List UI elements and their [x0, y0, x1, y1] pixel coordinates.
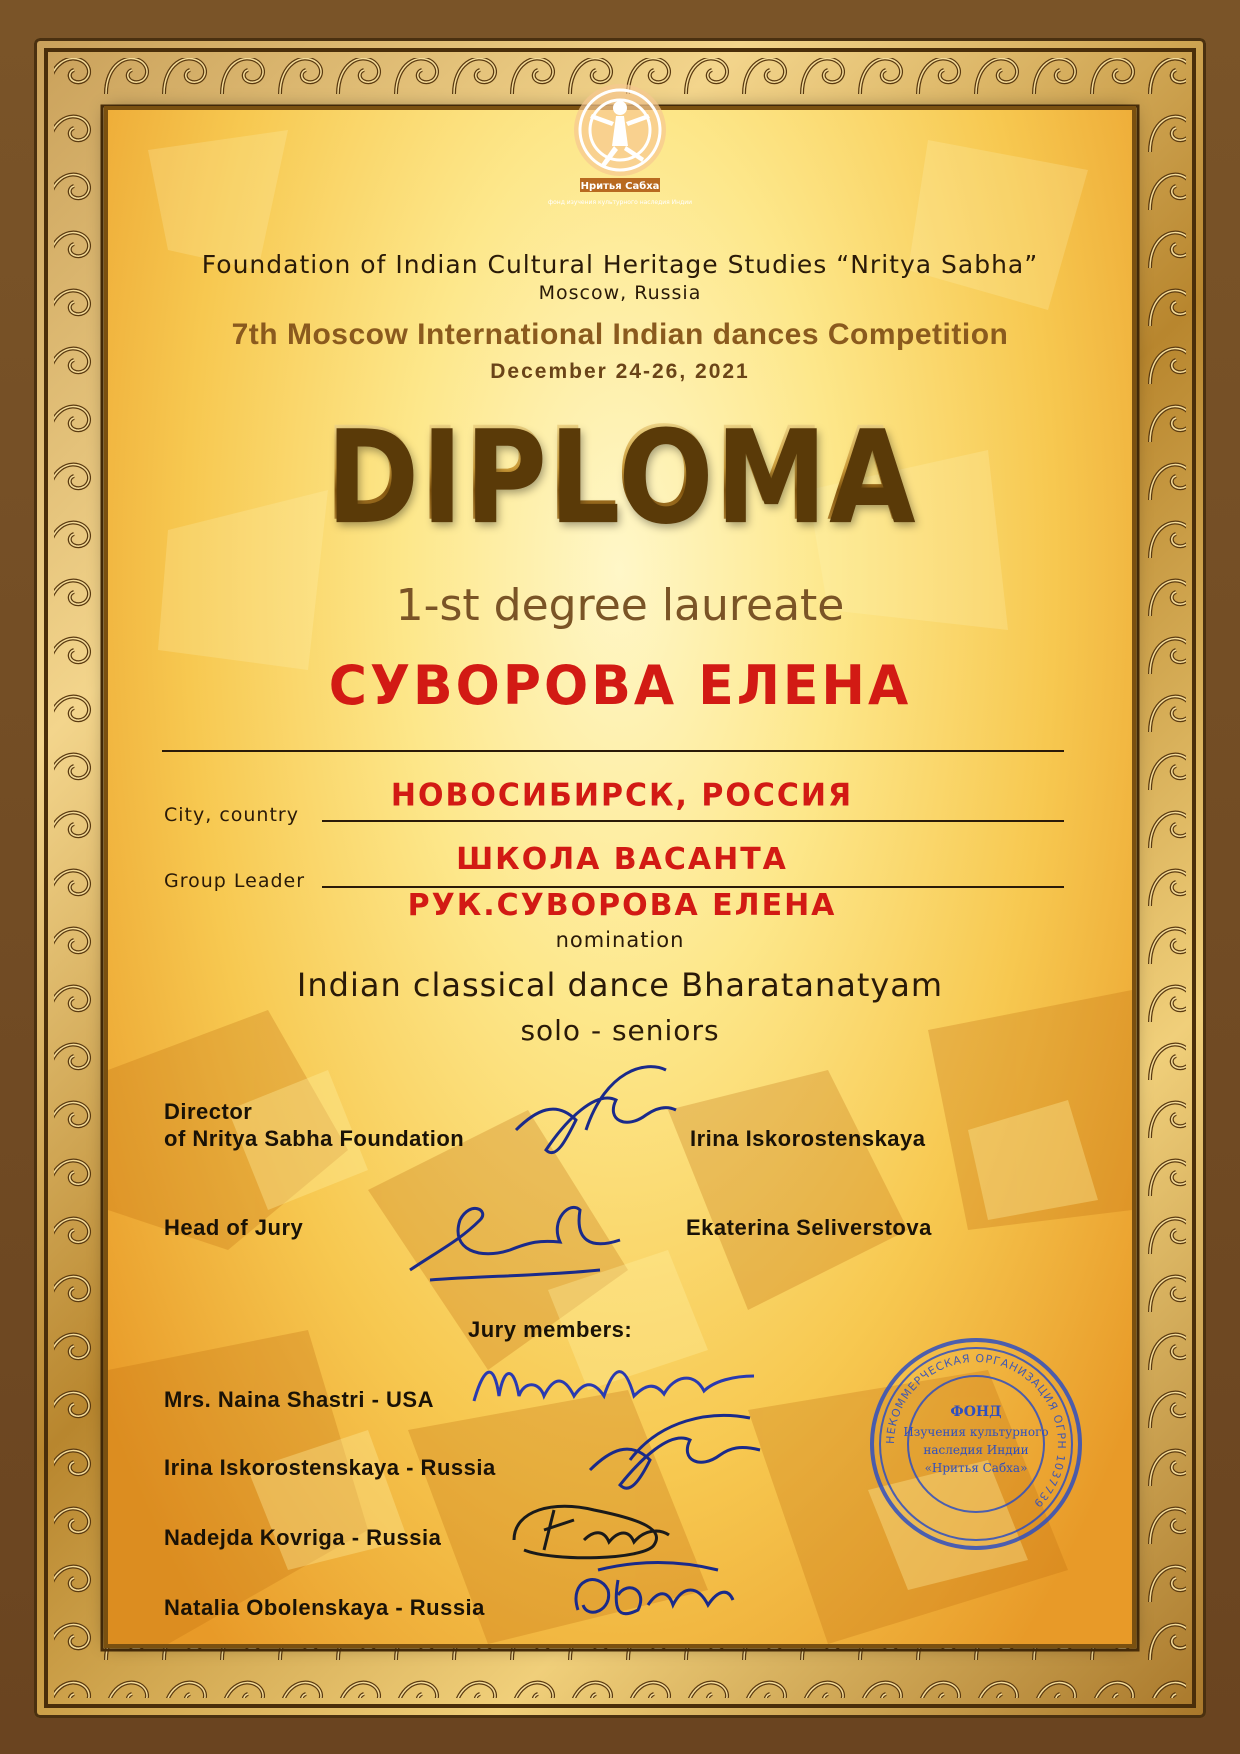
degree-title: 1-st degree laureate [395, 580, 845, 631]
diploma-title: DIPLOMA [108, 400, 1132, 550]
diploma-body [108, 110, 1132, 1644]
seal-line-1: ФОНД [950, 1404, 1002, 1420]
organization-city: Moscow, Russia [538, 282, 702, 304]
jury-member-1-signature [464, 1346, 764, 1416]
group-leader-label: Group Leader [164, 870, 306, 892]
director-signature [496, 1060, 686, 1170]
jury-member-2-signature [570, 1410, 770, 1500]
nomination-label: nomination [555, 928, 685, 952]
group-leader-value-1: ШКОЛА ВАСАНТА [456, 842, 788, 877]
competition-dates: December 24-26, 2021 [490, 360, 750, 383]
seal-line-2: Изучения культурного [903, 1425, 1049, 1439]
logo-caption: Нритья Сабха [580, 181, 660, 192]
category-value: solo - seniors [520, 1014, 720, 1047]
jury-head-label: Head of Jury [164, 1215, 304, 1240]
director-label-line-1: Director [164, 1099, 253, 1124]
jury-member-4-signature [558, 1550, 738, 1640]
city-value: НОВОСИБИРСК, РОССИЯ [390, 777, 854, 814]
name-underline [162, 750, 1064, 752]
jury-head-signature [400, 1180, 630, 1290]
jury-members-label: Jury members: [468, 1317, 633, 1342]
seal-line-3: наследия Индии [923, 1443, 1029, 1457]
director-title [164, 1098, 464, 1152]
seal-line-4: «Нритья Сабха» [924, 1461, 1028, 1475]
recipient-name: СУВОРОВА ЕЛЕНА [328, 654, 912, 718]
jury-member-1: Mrs. Naina Shastri - USA [164, 1387, 434, 1412]
jury-member-4: Natalia Obolenskaya - Russia [164, 1595, 485, 1620]
logo-subcaption: фонд изучения культурного наследия Индии [547, 199, 693, 206]
foundation-seal [866, 1334, 1086, 1554]
seal-ring-text: НЕКОММЕРЧЕСКАЯ ОРГАНИЗАЦИЯ ОГРН 1037739 [883, 1351, 1069, 1511]
nomination-value: Indian classical dance Bharatanatyam [296, 966, 944, 1004]
city-label: City, country [164, 804, 299, 826]
competition-title: 7th Moscow International Indian dances Competition [231, 318, 1009, 351]
jury-member-3: Nadejda Kovriga - Russia [164, 1525, 442, 1550]
organization-name: Foundation of Indian Cultural Heritage Studies “Nritya Sabha” [201, 250, 1039, 279]
jury-head-name: Ekaterina Seliverstova [686, 1215, 932, 1240]
nritya-sabha-logo [547, 66, 693, 226]
city-underline [322, 820, 1064, 822]
jury-member-2: Irina Iskorostenskaya - Russia [164, 1455, 496, 1480]
director-name: Irina Iskorostenskaya [690, 1126, 926, 1151]
director-label-line-2: of Nritya Sabha Foundation [164, 1126, 465, 1151]
group-leader-value-2: РУК.СУВОРОВА ЕЛЕНА [407, 888, 837, 923]
